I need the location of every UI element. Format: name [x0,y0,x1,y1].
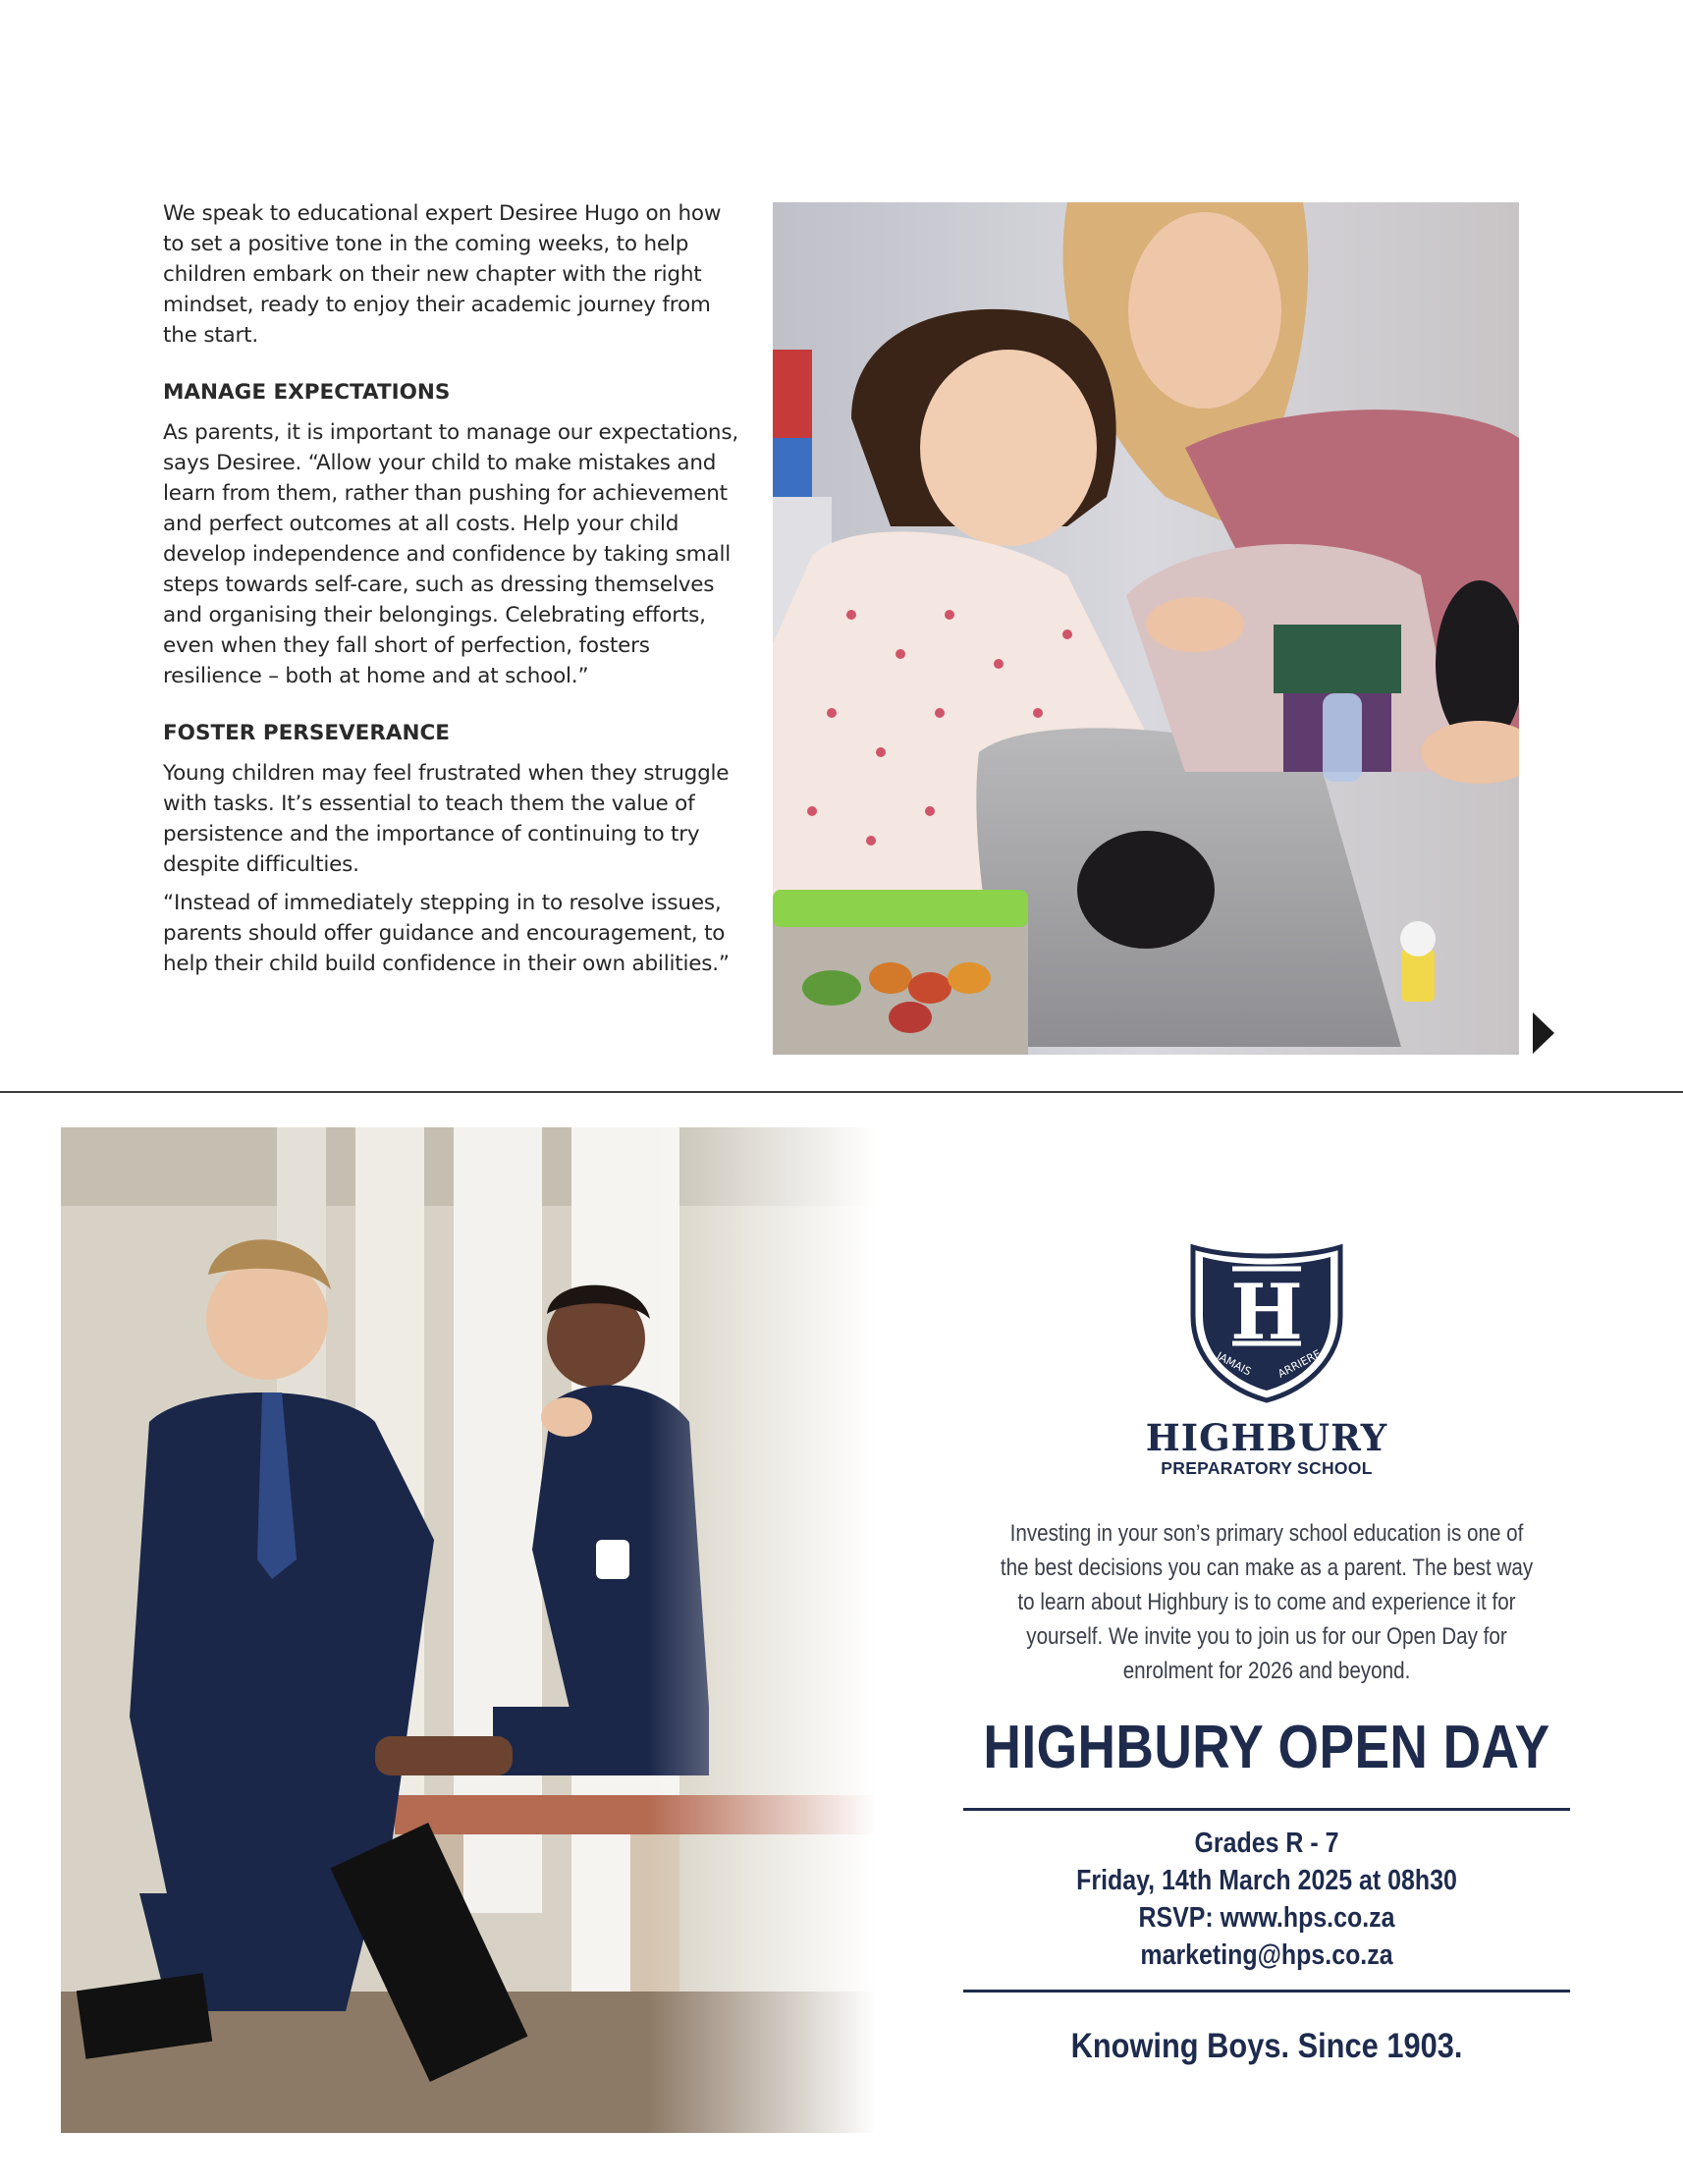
ad-blurb: Investing in your son’s primary school education is one of the best decisions you can make as a parent. The best way to learn about Highbury is to come and experience it for yourself. We invite you to join us for our Open Day for enrolment for 2026 and beyond. [1000,1520,1534,1684]
ad-rsvp-link[interactable]: RSVP: www.hps.co.za [1138,1902,1395,1934]
ad-photo-illustration [61,1127,876,2133]
ad-date: Friday, 14th March 2025 at 08h30 [1076,1865,1457,1896]
section-heading-manage-expectations: MANAGE EXPECTATIONS [163,380,451,405]
ad-email-link[interactable]: marketing@hps.co.za [1140,1939,1393,1971]
shield-crest-icon [1183,1237,1350,1404]
ad-slogan: Knowing Boys. Since 1903. [1070,2027,1463,2065]
section-heading-foster-perseverance: FOSTER PERSEVERANCE [163,721,450,745]
ad-details [971,1811,1562,1990]
section-divider [0,1091,1683,1093]
article-photo [773,202,1519,1055]
photo-illustration [773,202,1519,1055]
crest-motto-right: ARRIERE [1276,1346,1324,1381]
ad-title: HIGHBURY OPEN DAY [983,1714,1550,1781]
article-intro: We speak to educational expert Desiree Hugo on how to set a positive tone in the coming weeks, to help children embark on their new chapter with the right mindset, ready to enjoy their academic journey from the start. [163,201,722,348]
article [163,198,740,979]
brand-name: HIGHBURY [1145,1416,1388,1459]
ad-grades: Grades R - 7 [1194,1828,1339,1859]
section-paragraph: “Instead of immediately stepping in to resolve issues, parents should offer guidance and encouragement, to help their child build confidence in their own abilities.” [163,891,730,976]
open-day-ad [923,1237,1610,2067]
section-paragraph: As parents, it is important to manage our expectations, says Desiree. “Allow your child to make mistakes and learn from them, rather than pushing for achievement and perfect outcomes at all costs. Help your child develop independence and confidence by taking small steps towards self-care, such as dressing themselves and organising their belongings. Celebrating efforts, even when they fall short of perfection, fosters resilience – both at home and at school.” [163,420,738,688]
ad-rule-bottom [963,1990,1570,1993]
section-paragraph: Young children may feel frustrated when they struggle with tasks. It’s essential to teach them the value of persistence and the importance of continuing to try despite difficulties. [163,761,730,877]
next-page-icon[interactable] [1533,1012,1554,1054]
ad-photo [61,1127,876,2133]
crest-motto-left: JAMAIS [1214,1349,1254,1379]
crest-letter: H [1230,1268,1303,1357]
brand-subtitle: PREPARATORY SCHOOL [1161,1458,1373,1478]
